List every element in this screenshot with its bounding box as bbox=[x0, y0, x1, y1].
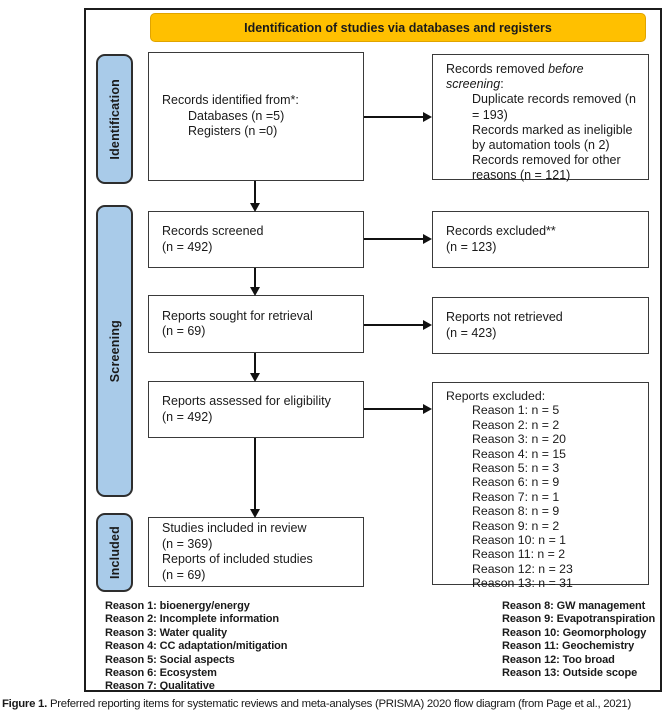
reports-excluded-reason: Reason 11: n = 2 bbox=[472, 547, 566, 562]
reports-sought-count: (n = 69) bbox=[162, 324, 206, 338]
figure-caption-label: Figure 1. bbox=[2, 698, 47, 710]
header-banner bbox=[150, 13, 646, 42]
stage-label-identification-text: Identification bbox=[107, 78, 122, 160]
records-removed-automation: Records marked as ineligible by automation tools (n 2) bbox=[472, 122, 633, 153]
footnote-reason: Reason 7: Qualitative bbox=[105, 680, 215, 693]
reports-excluded-reason: Reason 13: n = 31 bbox=[472, 576, 573, 591]
footnote-reason: Reason 10: Geomorphology bbox=[502, 626, 647, 639]
box-reports-excluded bbox=[432, 382, 649, 591]
records-removed-other: Records removed for other reasons (n = 121) bbox=[472, 153, 621, 183]
reports-excluded-reason: Reason 10: n = 1 bbox=[472, 533, 567, 548]
footnote-reason: Reason 13: Outside scope bbox=[502, 667, 638, 680]
reports-excluded-reason: Reason 1: n = 5 bbox=[472, 403, 560, 418]
footnote-reason: Reason 1: bioenergy/energy bbox=[105, 600, 250, 612]
footnote-reason: Reason 11: Geochemistry bbox=[502, 640, 635, 653]
box-records-removed bbox=[432, 54, 649, 183]
records-removed-duplicates: Duplicate records removed (n = 193) bbox=[472, 92, 636, 122]
footnote-reason: Reason 5: Social aspects bbox=[105, 653, 235, 666]
records-screened-count: (n = 492) bbox=[162, 239, 213, 254]
stage-label-included bbox=[96, 513, 133, 592]
reports-excluded-reason: Reason 3: n = 20 bbox=[472, 432, 567, 447]
box-records-identified bbox=[148, 52, 364, 181]
reports-excluded-reason: Reason 9: n = 2 bbox=[472, 518, 560, 533]
records-screened-title: Records screened bbox=[162, 224, 264, 238]
records-removed-title: Records removed before screening: bbox=[446, 62, 584, 92]
reports-sought-title: Reports sought for retrieval bbox=[162, 308, 313, 323]
footnote-reason: Reason 2: Incomplete information bbox=[105, 613, 280, 626]
footnote-reason: Reason 9: Evapotranspiration bbox=[502, 613, 656, 626]
footnote-reason: Reason 12: Too broad bbox=[502, 653, 615, 666]
flow-arrow-down-1 bbox=[254, 181, 256, 210]
reports-excluded-reason: Reason 8: n = 9 bbox=[472, 504, 560, 519]
records-identified-title: Records identified from*: bbox=[162, 93, 299, 108]
reports-assessed-title: Reports assessed for eligibility bbox=[162, 394, 331, 408]
flow-arrow-down-2 bbox=[254, 268, 256, 294]
footnote-reason: Reason 4: CC adaptation/mitigation bbox=[105, 640, 288, 653]
flow-arrow-right-2 bbox=[364, 238, 430, 240]
box-records-screened bbox=[148, 211, 364, 268]
flow-arrow-down-4 bbox=[254, 438, 256, 516]
flow-arrow-right-1 bbox=[364, 116, 430, 118]
reports-excluded-title: Reports excluded: bbox=[446, 389, 546, 403]
flow-arrow-right-4 bbox=[364, 408, 430, 410]
reports-included-title: Reports of included studies bbox=[162, 552, 313, 566]
reports-included-count: (n = 69) bbox=[162, 567, 206, 582]
records-excluded-title: Records excluded** bbox=[446, 224, 556, 238]
footnote-reasons-right bbox=[502, 600, 655, 680]
records-identified-databases: Databases (n =5) bbox=[188, 108, 285, 123]
box-reports-sought bbox=[148, 295, 364, 353]
studies-included-title: Studies included in review bbox=[162, 521, 307, 535]
reports-excluded-reason: Reason 12: n = 23 bbox=[472, 561, 573, 576]
flow-arrow-down-3 bbox=[254, 353, 256, 380]
studies-included-count: (n = 369) bbox=[162, 536, 213, 551]
footnote-reason: Reason 6: Ecosystem bbox=[105, 667, 217, 680]
reports-not-retrieved-title: Reports not retrieved bbox=[446, 310, 563, 324]
reports-excluded-reason: Reason 4: n = 15 bbox=[472, 446, 567, 461]
reports-not-retrieved-count: (n = 423) bbox=[446, 325, 497, 340]
footnote-reason: Reason 8: GW management bbox=[502, 600, 646, 612]
reports-excluded-reason: Reason 5: n = 3 bbox=[472, 461, 560, 476]
reports-excluded-reason: Reason 7: n = 1 bbox=[472, 489, 560, 504]
box-records-excluded bbox=[432, 211, 649, 268]
stage-label-screening bbox=[96, 205, 133, 497]
box-reports-assessed bbox=[148, 381, 364, 438]
flow-arrow-right-3 bbox=[364, 324, 430, 326]
reports-assessed-count: (n = 492) bbox=[162, 409, 213, 424]
reports-excluded-reason: Reason 2: n = 2 bbox=[472, 417, 560, 432]
records-identified-registers: Registers (n =0) bbox=[188, 124, 278, 139]
box-reports-not-retrieved bbox=[432, 297, 649, 354]
figure-caption bbox=[2, 698, 670, 710]
stage-label-identification bbox=[96, 54, 133, 184]
reports-excluded-reason: Reason 6: n = 9 bbox=[472, 475, 560, 490]
stage-label-included-text: Included bbox=[107, 526, 122, 579]
figure-caption-text: Preferred reporting items for systematic reviews and meta-analyses (PRISMA) 2020 flow diagram (from Page et al., 2021) bbox=[49, 698, 631, 710]
footnote-reason: Reason 3: Water quality bbox=[105, 626, 227, 639]
stage-label-screening-text: Screening bbox=[107, 319, 122, 383]
footnote-reasons-left bbox=[105, 600, 287, 694]
header-banner-title: Identification of studies via databases and registers bbox=[244, 20, 552, 35]
records-excluded-count: (n = 123) bbox=[446, 239, 497, 254]
box-studies-included bbox=[148, 517, 364, 587]
